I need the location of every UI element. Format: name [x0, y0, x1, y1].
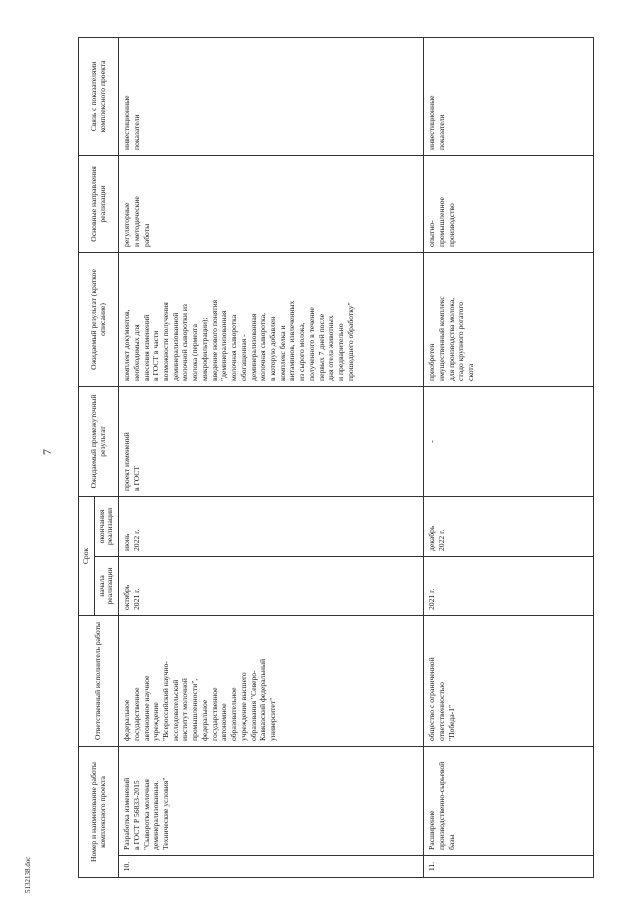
header-expected: Ожидаемый результат (краткое описание)	[79, 252, 119, 386]
expected-result: приобретен имущественный комплекс для производства молока, стадо крупного рогатого скота	[424, 252, 594, 386]
executor: общество с ограниченной ответственностью "Победа-1"	[424, 615, 594, 746]
table-row	[119, 37, 424, 877]
directions: регуляторные и методические работы	[119, 155, 424, 252]
row-number: 10.	[119, 856, 424, 878]
work-name: Расширение производственно-сырьевой базы	[424, 746, 594, 855]
directions: опытно- промышленное производство	[424, 155, 594, 252]
indicators-link: инвестиционные показатели	[424, 37, 594, 155]
row-number: 11.	[424, 856, 594, 878]
work-name: Разработка изменений в ГОСТ Р 56833-2015 "Сыворотка молочная деминерализованная. Технические условия"	[119, 746, 424, 855]
end-date: июнь 2022 г.	[119, 496, 424, 556]
document-code: 5132138.doc	[24, 856, 32, 893]
executor: федеральное государственное автономное научное учреждение "Всероссийский научно- исследовательский институт молочной промышленности", федеральное государственное автономное образовательное учреждение высшего образования "Северо- Кавказский федеральный университет"	[119, 615, 424, 746]
header-name: Номер и наименование работы комплексного проекта	[79, 746, 119, 877]
header-executor: Ответственный исполнитель работы	[79, 615, 119, 746]
header-directions: Основные направления реализации	[79, 155, 119, 252]
rotated-page-content	[78, 38, 613, 878]
page-number: 7	[40, 449, 54, 455]
end-date: декабрь 2022 г.	[424, 496, 594, 556]
indicators-link: инвестиционные показатели	[119, 37, 424, 155]
project-works-table	[78, 37, 594, 878]
header-link: Связь с показателями комплексного проекта	[79, 37, 119, 155]
header-start: начала реализации	[94, 556, 118, 615]
table-row	[424, 37, 594, 877]
interim-result: -	[424, 386, 594, 496]
expected-result: комплект документов, необходимых для внесения изменений в ГОСТ в части возможности получения деминерализованной молочной сыворотки из молока (пермеата микрофильтрации); введение нового понятия "деминерализованная молочная сыворотка обогащенная - деминерализованная молочная сыворотка, в которую добавлен комплекс белка и витаминов, извлеченных из сырого молока, полученного в течение первых 7 дней после дня отела животных и предварительно прошедшего обработку"	[119, 252, 424, 386]
header-term: Срок	[79, 496, 95, 615]
header-row	[79, 37, 95, 877]
interim-result: проект изменений в ГОСТ	[119, 386, 424, 496]
header-end: окончания реализации	[94, 496, 118, 556]
start-date: октябрь 2021 г.	[119, 556, 424, 615]
header-interim: Ожидаемый промежуточный результат	[79, 386, 119, 496]
start-date: 2021 г.	[424, 556, 594, 615]
